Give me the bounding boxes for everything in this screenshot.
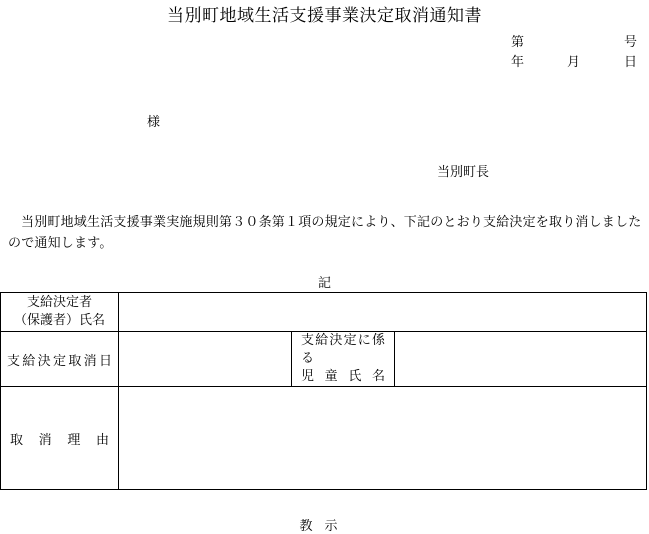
recipient-label-line1: 支給決定者 <box>26 295 92 310</box>
child-label-line1: 支給決定に係る <box>301 333 385 366</box>
cancel-date-label: 支給決定取消日 <box>7 353 112 369</box>
date-year: 年 <box>511 55 525 70</box>
child-name-field[interactable] <box>395 332 647 387</box>
record-label: 記 <box>317 276 331 291</box>
recipient-name-field[interactable] <box>119 293 647 332</box>
appeal-notice-label: 教示 <box>299 519 350 534</box>
document-number-prefix: 第 <box>511 35 525 50</box>
date-day: 日 <box>624 55 638 70</box>
issuer-name: 当別町長 <box>437 165 490 180</box>
recipient-label-line2: （保護者）氏名 <box>13 313 105 328</box>
cancel-reason-label: 取消理由 <box>10 432 109 448</box>
recipient-honorific: 様 <box>147 115 161 130</box>
cancellation-details-table <box>0 292 647 490</box>
cancel-reason-field[interactable] <box>119 387 647 490</box>
date-month: 月 <box>567 55 581 70</box>
recipient-name-label-cell <box>1 293 119 332</box>
notice-body-text: 当別町地域生活支援事業実施規則第３０条第１項の規定により、下記のとおり支給決定を取り消しましたので通知します。 <box>8 215 642 251</box>
cancel-reason-label-cell <box>1 387 119 490</box>
cancel-date-field[interactable] <box>119 332 292 387</box>
document-number-suffix: 号 <box>624 35 638 50</box>
child-label-line2: 児童氏名 <box>301 369 385 384</box>
child-name-label-cell <box>292 332 395 387</box>
cancel-date-label-cell <box>1 332 119 387</box>
document-title: 当別町地域生活支援事業決定取消通知書 <box>167 6 482 26</box>
